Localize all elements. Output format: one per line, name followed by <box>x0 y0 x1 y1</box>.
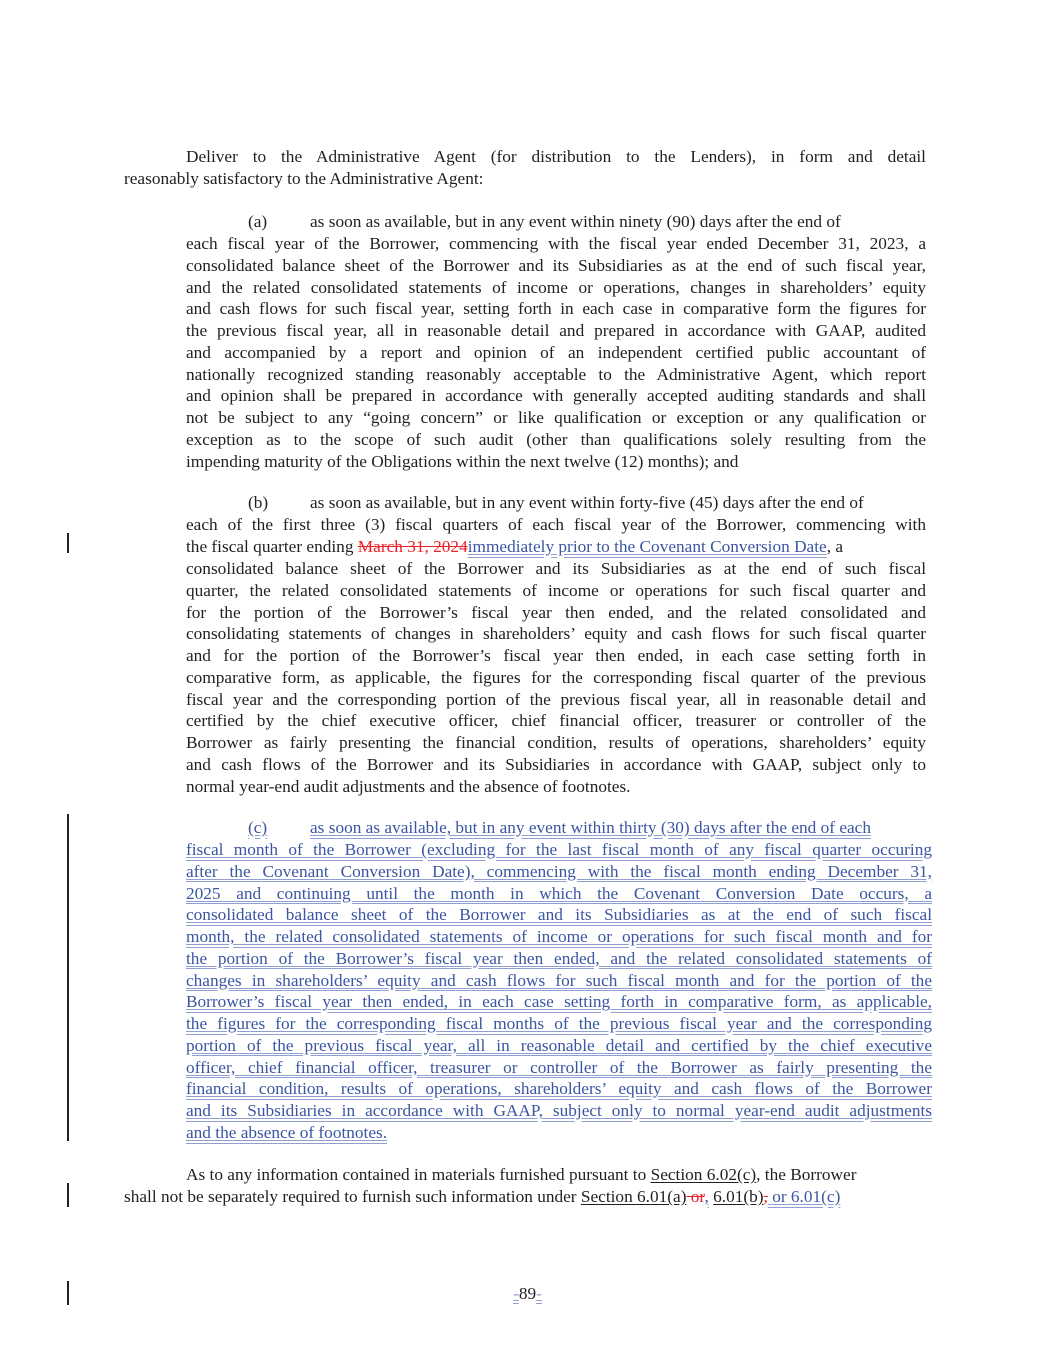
clause-c-line <box>186 861 932 883</box>
inserted-text: and its Subsidiaries in accordance with GAAP, subject only to normal year-end audit adjustments <box>186 1101 932 1120</box>
clause-b-line: and for the portion of the Borrower’s fiscal year then ended, in each case setting forth in <box>186 646 926 665</box>
clause-b-line: certified by the chief executive officer, chief financial officer, treasurer or controller of the <box>186 711 926 731</box>
change-bar <box>67 1183 69 1207</box>
clause-a-line: not be subject to any “going concern” or like qualification or exception or any qualification or <box>186 408 926 427</box>
clause-c-line <box>186 1013 932 1035</box>
clause-a-line: exception as to the scope of such audit (other than qualifications solely resulting from the <box>186 429 926 449</box>
inserted-text: changes in shareholders’ equity and cash flows for such fiscal month and for the portion of the <box>186 970 932 990</box>
section-reference: 6.01(b) <box>713 1187 764 1206</box>
clause-c-line <box>186 1035 932 1057</box>
clause-a-line: and cash flows for such fiscal year, setting forth in each case in comparative form the figures for <box>186 299 926 319</box>
page-footer <box>0 1284 1055 1304</box>
deleted-text: , <box>763 1187 768 1206</box>
inserted-text: and the absence of footnotes. <box>186 1123 388 1142</box>
clause-c-line <box>186 839 932 861</box>
clause-c-line <box>186 948 932 970</box>
closing-text: As to any information contained in materials furnished pursuant to <box>186 1165 651 1184</box>
deleted-text: or <box>686 1187 705 1206</box>
clause-a-line: and opinion shall be prepared in accordance with generally accepted auditing standards and shall <box>186 386 926 406</box>
clause-c-line <box>186 970 932 992</box>
inserted-text: fiscal month of the Borrower (excluding for the last fiscal month of any fiscal quarter occuring <box>186 840 932 859</box>
clause-a-line: and the related consolidated statements of income or operations, changes in shareholders’ equity <box>186 277 926 297</box>
closing-text: , the Borrower <box>756 1165 857 1184</box>
section-reference: Section 6.02(c) <box>650 1165 757 1184</box>
clause-a-line: consolidated balance sheet of the Borrower and its Subsidiaries as at the end of such fiscal year, <box>186 255 926 275</box>
change-bar <box>67 814 69 1141</box>
inserted-text: - <box>536 1284 542 1303</box>
clause-a-text: as soon as available, but in any event within ninety (90) days after the end of <box>310 212 841 231</box>
clause-a-first-line <box>248 211 926 233</box>
clause-c-last-line <box>186 1122 926 1144</box>
clause-b-line: consolidating statements of changes in shareholders’ equity and cash flows for such fiscal quarter <box>186 624 926 644</box>
clause-c-first-line <box>248 817 932 839</box>
intro-line: reasonably satisfactory to the Administrative Agent: <box>124 169 484 188</box>
clause-c-line <box>186 1100 932 1122</box>
clause-b-line: comparative form, as applicable, the figures for the corresponding fiscal quarter of the previous <box>186 667 926 687</box>
clause-b-line: consolidated balance sheet of the Borrower and its Subsidiaries as at the end of such fiscal <box>186 559 926 578</box>
inserted-text: as soon as available, but in any event within thirty (30) days after the end of each <box>310 818 871 837</box>
inserted-text: , <box>704 1187 709 1206</box>
clause-c-line <box>186 883 932 905</box>
clause-c-line <box>186 1078 932 1100</box>
inserted-text: portion of the previous fiscal year, all in reasonable detail and certified by the chief executive <box>186 1035 932 1055</box>
clause-a-line: and accompanied by a report and opinion of an independent certified public accountant of <box>186 342 926 362</box>
clause-c-label-wrap <box>248 817 310 839</box>
page-number: 89 <box>518 1284 537 1303</box>
clause-a-line: nationally recognized standing reasonably acceptable to the Administrative Agent, which report <box>186 364 926 384</box>
clause-a-line: the previous fiscal year, all in reasonable detail and prepared in accordance with GAAP, audited <box>186 321 926 340</box>
clause-c-line <box>186 904 932 926</box>
clause-a-line: impending maturity of the Obligations within the next twelve (12) months); and <box>186 451 739 471</box>
section-reference: Section 6.01(a) <box>580 1187 687 1206</box>
clause-c-label: (c) <box>248 818 268 837</box>
clause-b-first-line <box>248 492 926 514</box>
inserted-text: immediately prior to the Covenant Conversion Date <box>467 537 827 556</box>
inserted-text: financial condition, results of operations, shareholders’ equity and cash flows of the Borrower <box>186 1079 932 1099</box>
inserted-text: month, the related consolidated statements of income or operations for such fiscal month and for <box>186 927 932 946</box>
clause-b-line: fiscal year and the corresponding portion of the previous fiscal year, all in reasonable detail and <box>186 689 926 709</box>
inserted-text: after the Covenant Conversion Date), commencing with the fiscal month ending December 31, <box>186 861 932 881</box>
inserted-text: consolidated balance sheet of the Borrower and its Subsidiaries as at the end of such fiscal <box>186 905 932 925</box>
clause-b-text: , a <box>826 537 844 556</box>
change-bar <box>67 533 69 553</box>
inserted-text: officer, chief financial officer, treasurer or controller of the Borrower as fairly presenting the <box>186 1057 932 1077</box>
clause-c-line <box>186 991 932 1013</box>
closing-text: shall not be separately required to furnish such information under <box>124 1187 581 1206</box>
inserted-text: - <box>513 1284 519 1303</box>
deleted-text: March 31, 2024 <box>357 537 468 556</box>
inserted-text: or 6.01(c) <box>767 1187 841 1206</box>
clause-b-line: normal year-end audit adjustments and the absence of footnotes. <box>186 776 631 796</box>
clause-b-line: each of the first three (3) fiscal quarters of each fiscal year of the Borrower, commencing with <box>186 515 926 534</box>
closing-line-2 <box>124 1186 934 1208</box>
inserted-text: the figures for the corresponding fiscal months of the previous fiscal year and the corresponding <box>186 1014 932 1033</box>
clause-a-label: (a) <box>248 212 268 231</box>
clause-b-text: the fiscal quarter ending <box>186 537 358 556</box>
clause-b-line: for the portion of the Borrower’s fiscal year then ended, and the related consolidated and <box>186 602 926 622</box>
clause-b-line: Borrower as fairly presenting the financial condition, results of operations, shareholders’ equity <box>186 733 926 752</box>
clause-b-line-revised <box>186 536 926 558</box>
closing-line-1 <box>186 1164 926 1186</box>
clause-b-line: quarter, the related consolidated statements of income or operations for such fiscal quarter and <box>186 580 926 600</box>
clause-c-line <box>186 1057 932 1079</box>
clause-b-label: (b) <box>248 493 269 512</box>
inserted-text: Borrower’s fiscal year then ended, in each case setting forth in comparative form, as applicable, <box>186 992 932 1012</box>
clause-a-line: each fiscal year of the Borrower, commencing with the fiscal year ended December 31, 2023, a <box>186 234 926 253</box>
inserted-text: 2025 and continuing until the month in which the Covenant Conversion Date occurs, a <box>186 883 932 903</box>
intro-line: Deliver to the Administrative Agent (for distribution to the Lenders), in form and detail <box>186 147 926 166</box>
inserted-text: the portion of the Borrower’s fiscal year then ended, and the related consolidated statements of <box>186 948 932 968</box>
clause-b-line: and cash flows of the Borrower and its Subsidiaries in accordance with GAAP, subject only to <box>186 754 926 774</box>
clause-b-text: as soon as available, but in any event within forty-five (45) days after the end of <box>310 493 864 512</box>
clause-c-line <box>186 926 932 948</box>
